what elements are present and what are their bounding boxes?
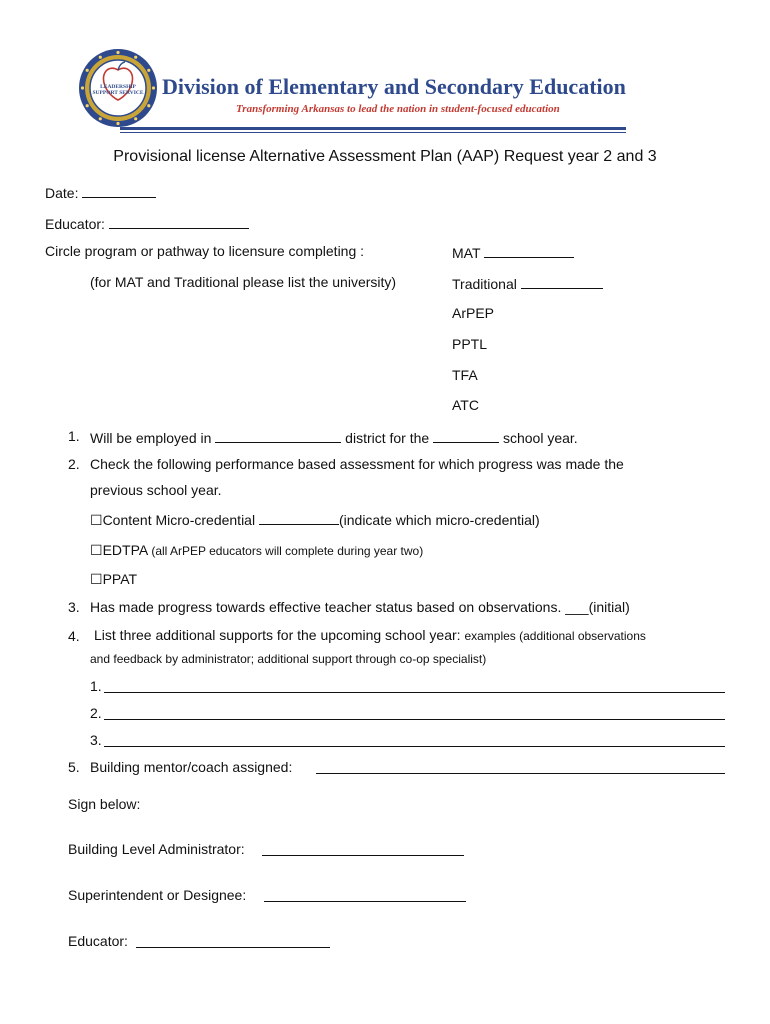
program-option-label: MAT [452,245,481,261]
program-option-mat[interactable] [452,243,574,261]
circle-program-label: Circle program or pathway to licensure completing : [45,243,365,259]
item-4-line-2: and feedback by administrator; additional support through co-op specialist) [90,652,487,666]
date-row [45,183,156,201]
superintendent-signature-label: Superintendent or Designee: [68,887,247,903]
checkbox[interactable]: ☐ [90,542,103,558]
admin-signature-label: Building Level Administrator: [68,841,245,857]
organization-tagline: Transforming Arkansas to lead the nation in student-focused education [236,103,560,115]
mat-university-field[interactable] [484,243,574,258]
item-5-text: Building mentor/coach assigned: [90,759,293,775]
item-2-line-1: Check the following performance based assessment for which progress was made the [90,456,624,472]
support-1-field[interactable] [104,691,725,693]
seal-logo [78,48,158,128]
program-option-tfa[interactable]: TFA [452,367,478,383]
item-2-line-2: previous school year. [90,482,222,498]
option-label: Content Micro-credential [102,512,256,528]
superintendent-signature-field[interactable] [264,900,466,902]
support-3-field[interactable] [104,745,725,747]
micro-credential-field[interactable] [259,510,339,525]
option-ppat [90,571,137,588]
program-option-pptl[interactable]: PPTL [452,336,488,352]
item-1 [90,428,578,446]
sign-below-label: Sign below: [68,796,141,812]
item-4-line-1 [94,627,646,643]
date-label: Date: [45,185,79,201]
support-2-number: 2. [90,705,102,721]
item-1-number: 1. [68,428,80,444]
header-divider [120,127,626,130]
program-option-label: Traditional [452,276,517,292]
item-3-text: Has made progress towards effective teacher status based on observations. [90,599,562,615]
option-content-micro-credential [90,510,540,529]
item-3-number: 3. [68,599,80,615]
support-3-number: 3. [90,732,102,748]
item-4-number: 4. [68,628,80,644]
checkbox[interactable]: ☐ [90,512,103,528]
option-edtpa [90,542,423,559]
seal-text: LEADERSHIP SUPPORT SERVICE [92,84,144,96]
item-2-number: 2. [68,456,80,472]
program-option-traditional[interactable] [452,274,603,292]
item-3 [90,599,630,615]
mentor-coach-field[interactable] [316,772,725,774]
item-5-number: 5. [68,759,80,775]
educator-field[interactable] [109,214,249,229]
item-4-text: List three additional supports for the upcoming school year: [94,627,461,643]
item-1-text-c: school year. [502,430,578,446]
item-1-text-b: district for the [345,430,430,446]
educator-signature-field[interactable] [136,946,330,948]
item-4-examples: examples (additional observations [464,629,646,643]
option-label: PPAT [102,571,138,587]
support-2-field[interactable] [104,718,725,720]
traditional-university-field[interactable] [521,274,603,289]
employed-district-field[interactable] [215,428,341,443]
date-field[interactable] [82,183,156,198]
admin-signature-field[interactable] [262,854,464,856]
initial-field[interactable]: ___(initial) [565,599,630,615]
item-1-text-a: Will be employed in [90,430,212,446]
document-title: Provisional license Alternative Assessment Plan (AAP) Request year 2 and 3 [113,148,657,165]
support-1-number: 1. [90,678,102,694]
option-note: (indicate which micro-credential) [338,512,540,528]
program-option-atc[interactable]: ATC [452,397,479,413]
school-year-field[interactable] [433,428,499,443]
program-option-arpep[interactable]: ArPEP [452,305,495,321]
circle-program-note: (for MAT and Traditional please list the university) [90,274,397,290]
educator-label: Educator: [45,216,105,232]
educator-row [45,214,249,232]
organization-name: Division of Elementary and Secondary Education [162,74,626,99]
educator-signature-label: Educator: [68,933,128,949]
option-label: EDTPA [102,542,148,558]
checkbox[interactable]: ☐ [90,571,103,587]
option-note: (all ArPEP educators will complete during year two) [151,544,424,558]
header-divider-thin [120,132,626,133]
